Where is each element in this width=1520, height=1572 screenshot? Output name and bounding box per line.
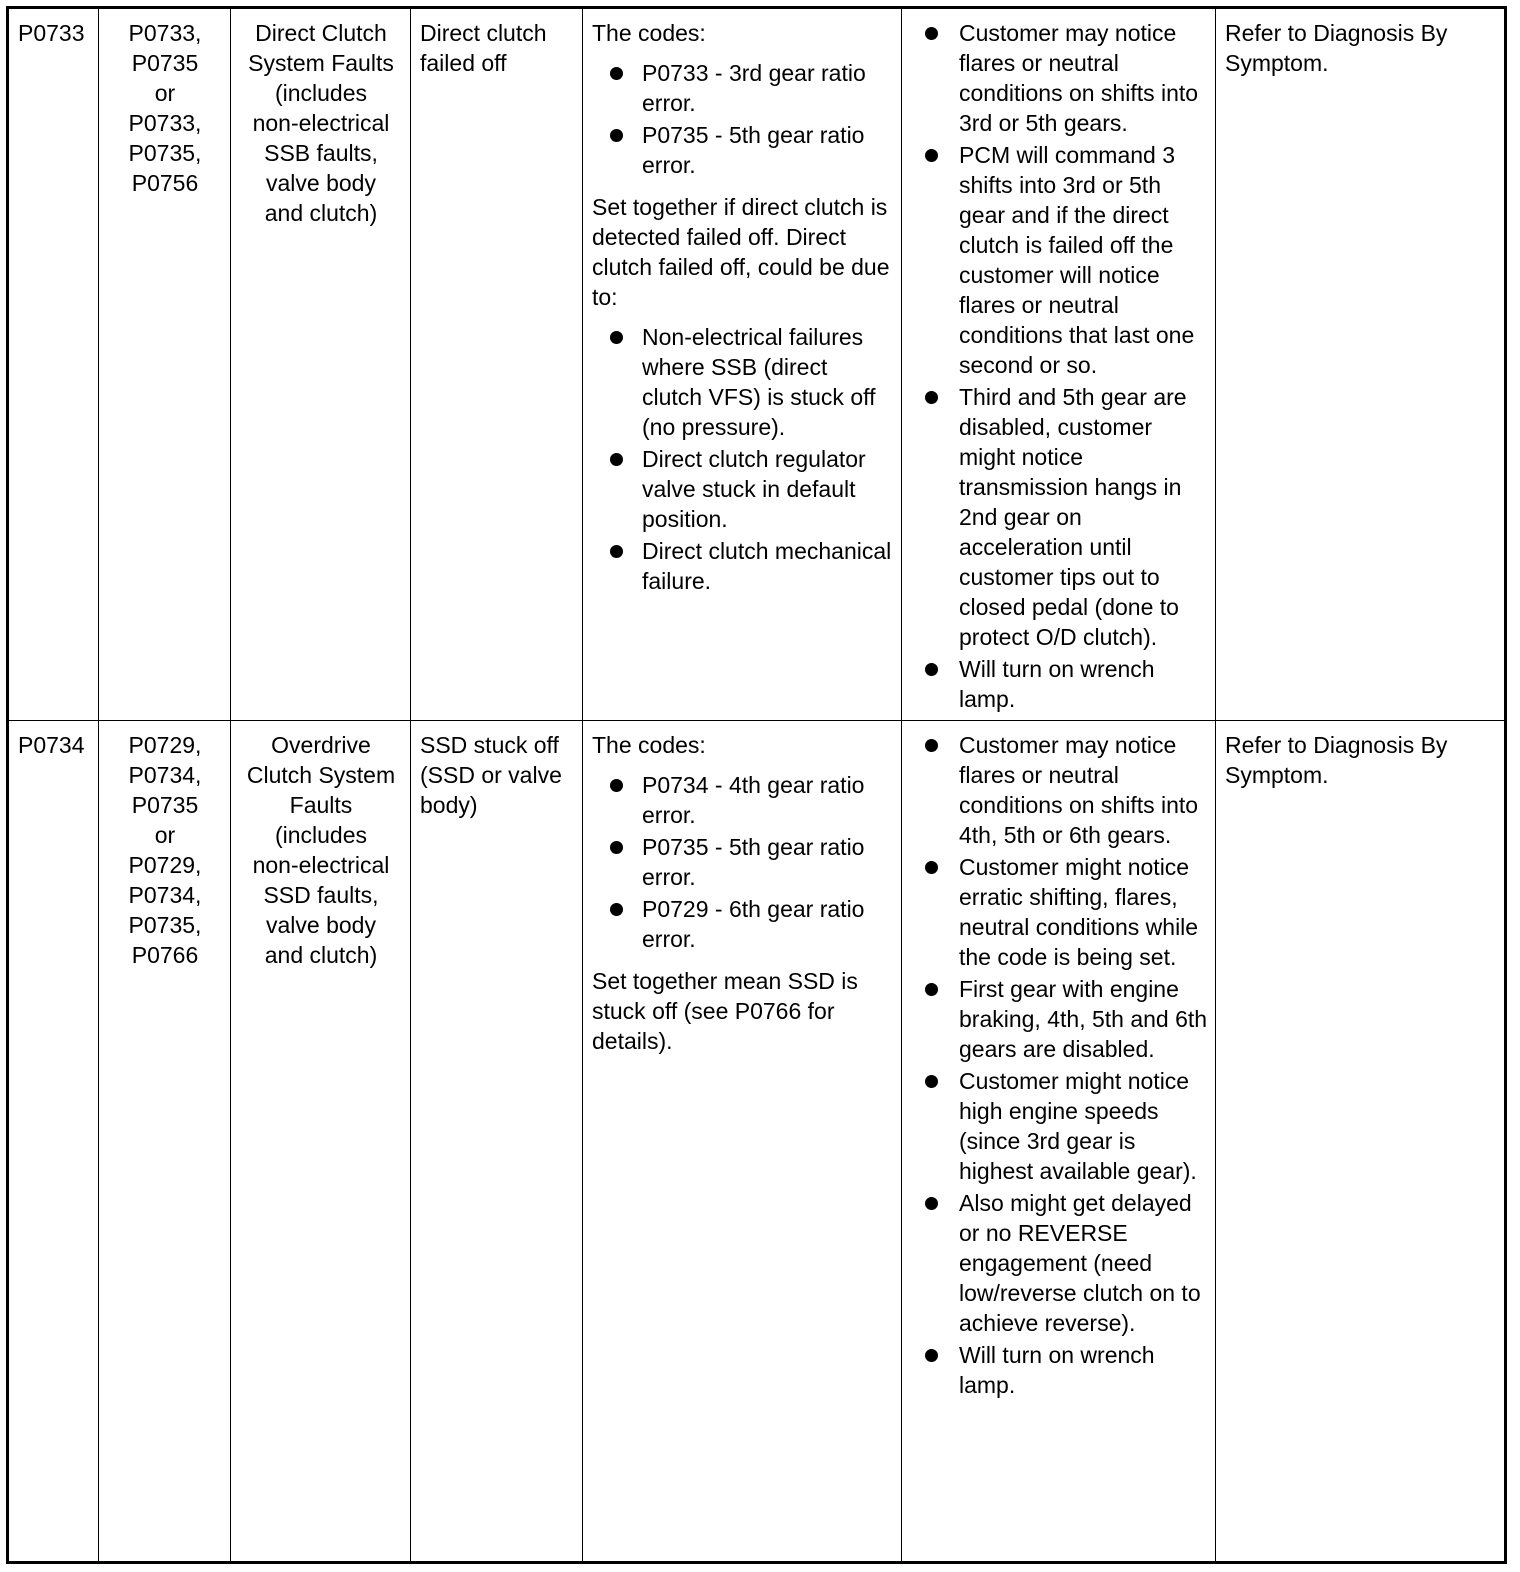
system-cell [231,721,411,1563]
related-code: P0766 [131,942,199,968]
symptoms-cell [902,8,1216,721]
system-line: and clutch) [264,942,378,968]
dtc-cell [8,721,99,1563]
list-item: PCM will command 3 shifts into 3rd or 5th gear and if the direct clutch is failed off the customer will notice flares or neutral conditions that last one second or so. [959,140,1209,380]
list-item: P0734 - 4th gear ratio error. [642,770,893,830]
symptom-list [911,18,1209,714]
related-codes-cell [99,721,231,1563]
related-code: P0733, [128,20,202,46]
condition-line: (SSD or valve [420,762,562,788]
list-item: Third and 5th gear are disabled, customer might notice transmission hangs in 2nd gear on acceleration until customer tips out to closed pedal (done to protect O/D clutch). [959,382,1209,652]
description-paragraph: Set together if direct clutch is detected failed off. Direct clutch failed off, could be due to: [592,194,890,310]
related-code: P0735 [131,792,199,818]
list-item: P0733 - 3rd gear ratio error. [642,58,893,118]
system-line: Direct Clutch [255,20,387,46]
condition-cell [411,8,583,721]
description-cell [583,721,902,1563]
condition-cell [411,721,583,1563]
list-item: First gear with engine braking, 4th, 5th and 6th gears are disabled. [959,976,1208,1062]
condition-line: body) [420,792,478,818]
dtc-code: P0734 [18,732,85,758]
system-line: SSD faults, [263,882,379,908]
table-row [8,721,1506,1563]
list-item: P0735 - 5th gear ratio error. [642,832,893,892]
list-item: P0729 - 6th gear ratio error. [642,894,893,954]
system-line: Clutch System [246,762,396,788]
action-text: Refer to Diagnosis By Symptom. [1225,20,1448,76]
list-item: P0735 - 5th gear ratio error. [642,120,893,180]
system-line: non-electrical [252,852,390,878]
list-item: Also might get delayed or no REVERSE engagement (need low/reverse clutch on to achieve reverse). [959,1188,1209,1338]
related-code: P0733, [128,110,202,136]
dtc-table [6,6,1507,1564]
system-line: and clutch) [264,200,378,226]
list-item: Will turn on wrench lamp. [959,1340,1209,1400]
dtc-cell [8,8,99,721]
related-code: P0729, [128,732,202,758]
related-code: P0735, [128,912,202,938]
description-paragraph: Set together mean SSD is stuck off (see P0766 for details). [592,968,858,1054]
description-intro: The codes: [592,732,706,758]
action-cell [1216,8,1506,721]
condition-line: failed off [420,50,507,76]
list-item: Non-electrical failures where SSB (direct clutch VFS) is stuck off (no pressure). [642,322,893,442]
related-code: P0735 [131,50,199,76]
list-item: Direct clutch mechanical failure. [642,538,892,594]
action-text: Refer to Diagnosis By Symptom. [1225,732,1448,788]
related-code: P0729, [128,852,202,878]
symptom-list [911,730,1209,1400]
system-line: System Faults [248,50,394,76]
related-code: P0735, [128,140,202,166]
system-line: non-electrical [252,110,390,136]
system-line: (includes [274,822,368,848]
related-code: P0756 [131,170,199,196]
related-code: or [154,80,176,106]
code-list [592,58,893,180]
related-code: or [154,822,176,848]
table-row [8,8,1506,721]
symptoms-cell [902,721,1216,1563]
system-line: valve body [266,170,376,196]
description-cell [583,8,902,721]
condition-line: SSD stuck off [420,732,559,758]
system-line: Overdrive [271,732,371,758]
system-line: (includes [274,80,368,106]
condition-line: Direct clutch [420,20,547,46]
system-line: SSB faults, [264,140,378,166]
list-item: Customer might notice high engine speeds (since 3rd gear is highest available gear). [959,1066,1209,1186]
list-item: Customer may notice flares or neutral conditions on shifts into 4th, 5th or 6th gears. [959,730,1209,850]
related-codes-cell [99,8,231,721]
action-cell [1216,721,1506,1563]
dtc-code: P0733 [18,20,85,46]
cause-list [592,322,893,596]
system-cell [231,8,411,721]
system-line: valve body [266,912,376,938]
list-item: Customer may notice flares or neutral conditions on shifts into 3rd or 5th gears. [959,18,1209,138]
list-item: Direct clutch regulator valve stuck in default position. [642,444,893,534]
list-item: Will turn on wrench lamp. [959,654,1209,714]
description-intro: The codes: [592,20,706,46]
related-code: P0734, [128,882,202,908]
related-code: P0734, [128,762,202,788]
list-item: Customer might notice erratic shifting, flares, neutral conditions while the code is being set. [959,852,1209,972]
code-list [592,770,893,954]
system-line: Faults [289,792,353,818]
